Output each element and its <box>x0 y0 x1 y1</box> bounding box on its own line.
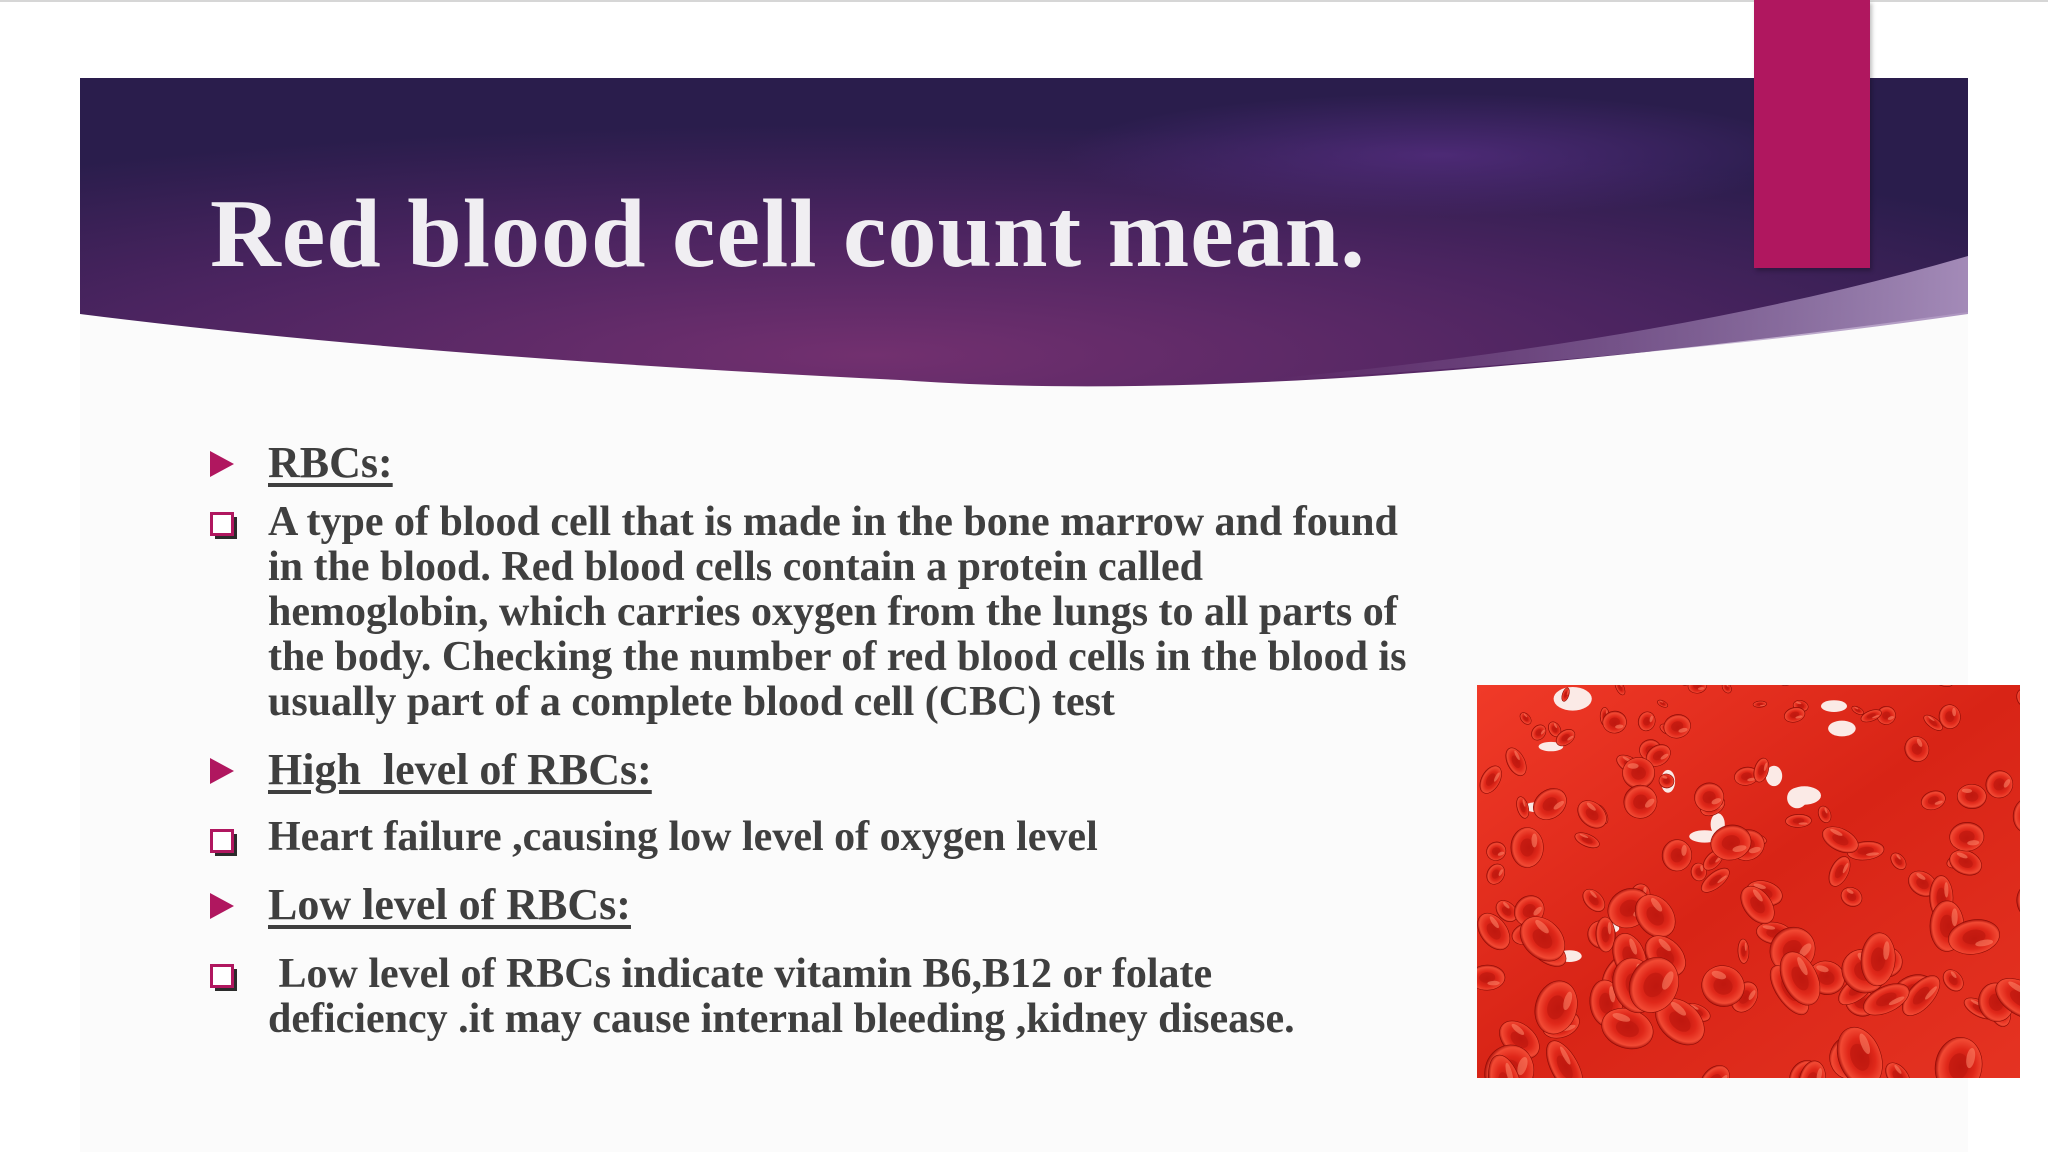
slide-title: Red blood cell count mean. <box>210 180 1366 288</box>
bullet-text-line: Heart failure ,causing low level of oxygen level <box>268 814 1098 860</box>
bullet-text-line: usually part of a complete blood cell (CBC) test <box>268 679 1115 725</box>
window-edge <box>0 0 2048 2</box>
accent-tab <box>1754 0 1870 268</box>
bullet-high-level-detail <box>210 815 1630 860</box>
triangle-bullet-icon <box>210 893 234 919</box>
bullet-heading-high-level <box>210 745 1630 795</box>
bullet-text-line: Low level of RBCs indicate vitamin B6,B12 or folate <box>268 951 1213 997</box>
checkbox-bullet-icon <box>210 512 234 536</box>
bullet-heading-low-level <box>210 880 1630 930</box>
bullet-text-line: hemoglobin, which carries oxygen from the lungs to all parts of <box>268 589 1398 635</box>
bullet-list <box>210 438 1630 1042</box>
triangle-bullet-icon <box>210 451 234 477</box>
bullet-text-line: in the blood. Red blood cells contain a protein called <box>268 544 1203 590</box>
bullet-text-line: the body. Checking the number of red blood cells in the blood is <box>268 634 1407 680</box>
bullet-text: Low level of RBCs: <box>268 880 631 929</box>
bullet-text-line: deficiency .it may cause internal bleeding ,kidney disease. <box>268 996 1295 1042</box>
bullet-heading-rbcs <box>210 438 1630 488</box>
checkbox-bullet-icon <box>210 964 234 988</box>
red-blood-cells-photo <box>1477 685 2020 1078</box>
triangle-bullet-icon <box>210 758 234 784</box>
checkbox-bullet-icon <box>210 829 234 853</box>
bullet-text-line: A type of blood cell that is made in the bone marrow and found <box>268 499 1398 545</box>
bullet-text: High level of RBCs: <box>268 745 652 794</box>
bullet-text: RBCs: <box>268 438 393 487</box>
bullet-low-level-detail <box>210 952 1630 1042</box>
bullet-rbc-definition <box>210 500 1630 725</box>
